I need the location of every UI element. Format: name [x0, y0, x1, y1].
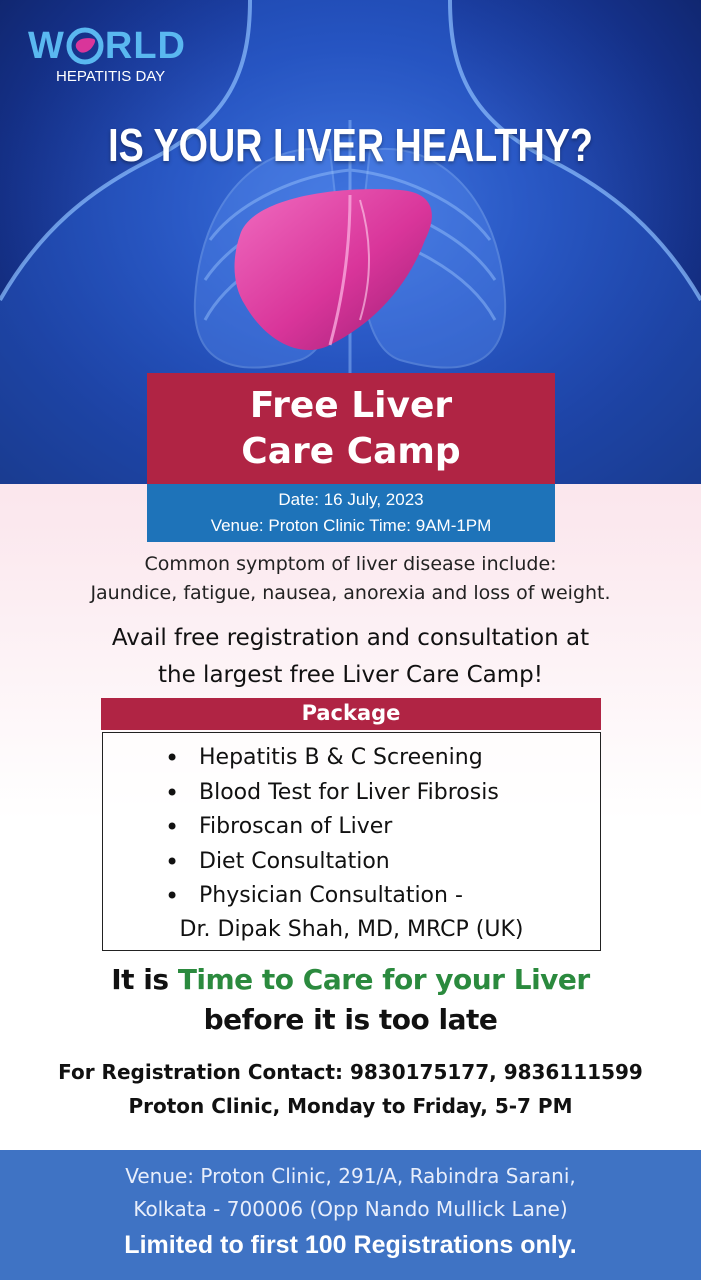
package-item: • Fibroscan of Liver — [165, 810, 600, 845]
footer-venue-line2: Kolkata - 700006 (Opp Nando Mullick Lane) — [133, 1197, 568, 1221]
package-item: • Blood Test for Liver Fibrosis — [165, 776, 600, 811]
event-date: Date: 16 July, 2023 — [278, 490, 424, 509]
avail-text — [0, 620, 701, 694]
registration-contact — [0, 1055, 701, 1123]
contact-line1: For Registration Contact: 9830175177, 9836111599 — [58, 1060, 643, 1084]
world-hepatitis-day-logo — [28, 26, 186, 85]
symptoms-text — [0, 550, 701, 608]
avail-line1: Avail free registration and consultation at — [111, 625, 590, 651]
event-venue-time: Venue: Proton Clinic Time: 9AM-1PM — [210, 516, 492, 535]
footer-venue — [0, 1150, 701, 1226]
care-highlight: Time to Care for your Liver — [177, 963, 590, 996]
package-list — [103, 733, 600, 914]
logo-letter-w: W — [28, 25, 65, 67]
logo-subtitle: HEPATITIS DAY — [56, 68, 166, 85]
package-item: • Diet Consultation — [165, 845, 600, 880]
camp-title-line1: Free Liver — [249, 384, 453, 426]
package-item: • Hepatitis B & C Screening — [165, 741, 600, 776]
footer-venue-line1: Venue: Proton Clinic, 291/A, Rabindra Sarani, — [125, 1164, 576, 1188]
footer-banner — [0, 1150, 701, 1280]
package-box — [102, 732, 601, 951]
avail-line2: the largest free Liver Care Camp! — [158, 662, 543, 688]
symptoms-line2: Jaundice, fatigue, nausea, anorexia and loss of weight. — [90, 582, 611, 604]
package-item: • Physician Consultation - — [165, 879, 600, 914]
symptoms-line1: Common symptom of liver disease include: — [144, 553, 557, 575]
camp-title-line2: Care Camp — [241, 430, 461, 472]
package-header: Package — [101, 698, 601, 730]
care-message-line2: before it is too late — [203, 1003, 498, 1036]
camp-title-box — [147, 373, 555, 484]
liver-icon — [66, 27, 104, 65]
logo-letters-rld: RLD — [104, 25, 186, 67]
contact-line2: Proton Clinic, Monday to Friday, 5-7 PM — [128, 1094, 573, 1118]
care-prefix: It is — [111, 963, 178, 996]
headline: IS YOUR LIVER HEALTHY? — [108, 119, 593, 171]
event-info-box — [147, 484, 555, 542]
care-message — [0, 960, 701, 1040]
footer-limit: Limited to first 100 Registrations only. — [124, 1231, 577, 1259]
logo-wordmark — [28, 26, 186, 66]
care-message-line1 — [0, 960, 701, 1000]
package-doctor: Dr. Dipak Shah, MD, MRCP (UK) — [179, 916, 524, 942]
